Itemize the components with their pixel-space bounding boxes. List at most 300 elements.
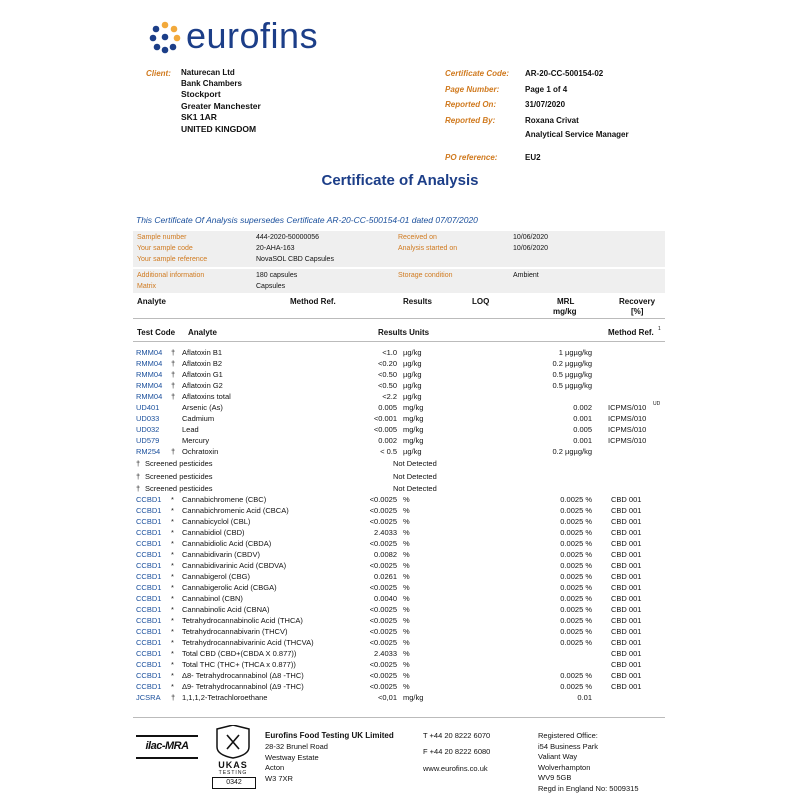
row-mrl: 0.0025 %	[560, 495, 592, 504]
row-analyte: Cannabidivarinic Acid (CBDVA)	[182, 561, 287, 570]
row-unit: mg/kg	[403, 693, 424, 702]
table-row	[0, 446, 800, 457]
table-row	[0, 424, 800, 435]
row-mark: †	[171, 348, 176, 357]
row-mrl: 0.0025 %	[560, 583, 592, 592]
row-mark: †	[171, 370, 176, 379]
table-row	[0, 670, 800, 681]
table-row	[0, 659, 800, 670]
row-unit: %	[403, 561, 410, 570]
table-row	[0, 549, 800, 560]
row-mrl: 0.0025 %	[560, 605, 592, 614]
row-mark: †	[171, 447, 176, 456]
address-line: Westway Estate	[265, 752, 319, 762]
row-test-code: CCBD1	[136, 671, 162, 680]
row-analyte: Total THC (THC+ (THCA x 0.877))	[182, 660, 296, 669]
row-mrl: 0.5 µgµg/kg	[552, 381, 592, 390]
eurofins-logo	[148, 15, 319, 59]
row-mrl: 0.2 µgµg/kg	[552, 359, 592, 368]
row-unit: %	[403, 550, 410, 559]
row-test-code: CCBD1	[136, 561, 162, 570]
table-row	[0, 494, 800, 505]
field-label: Your sample reference	[137, 256, 208, 263]
table-row	[0, 505, 800, 516]
row-result: <0.001	[373, 414, 397, 423]
client-line: Naturecan Ltd	[181, 68, 235, 77]
client-line: UNITED KINGDOM	[181, 123, 257, 134]
row-method: ICPMS/010	[608, 403, 647, 412]
row-mrl: 0.001	[573, 436, 592, 445]
table-row	[0, 369, 800, 380]
row-result: <0.0025	[369, 660, 397, 669]
client-line: Bank Chambers	[181, 78, 242, 88]
row-mark: *	[171, 605, 174, 614]
footnote-marker: 1	[658, 326, 661, 332]
row-mark: *	[171, 627, 174, 636]
row-test-code: UD033	[136, 414, 160, 423]
row-analyte: Screened pesticides	[145, 459, 213, 468]
row-analyte: Cannabigerol (CBG)	[182, 572, 250, 581]
col-mrl-unit: mg/kg	[553, 307, 577, 316]
pesticide-row	[0, 471, 800, 482]
field-label: Matrix	[137, 283, 157, 290]
row-mark: †	[171, 381, 176, 390]
row-mrl: 0.005	[573, 425, 592, 434]
row-test-code: JCSRA	[136, 693, 161, 702]
row-unit: %	[403, 539, 410, 548]
table-row	[0, 358, 800, 369]
table-row	[0, 391, 800, 402]
row-result: 0.0040	[374, 594, 397, 603]
row-analyte: Cannabidivarin (CBDV)	[182, 550, 260, 559]
telephone: T +44 20 8222 6070	[423, 731, 491, 740]
row-test-code: CCBD1	[136, 506, 162, 515]
row-result: <0,01	[378, 693, 397, 702]
row-result: <0.0025	[369, 539, 397, 548]
row-result: Not Detected	[393, 459, 437, 468]
row-method: CBD 001	[611, 517, 642, 526]
row-unit: µg/kg	[403, 392, 422, 401]
row-mark: *	[171, 594, 174, 603]
col-recovery: Recovery	[619, 297, 656, 306]
reported-on: 31/07/2020	[525, 100, 566, 109]
table-row	[0, 516, 800, 527]
table-row	[0, 615, 800, 626]
info-label: Reported On:	[445, 100, 497, 109]
ukas-logo	[208, 725, 258, 793]
field-label: Analysis started on	[398, 245, 458, 252]
row-unit: %	[403, 594, 410, 603]
row-analyte: Cannabigerolic Acid (CBGA)	[182, 583, 277, 592]
ukas-number: 0342	[212, 777, 256, 789]
row-test-code: RMM04	[136, 370, 163, 379]
row-result: 2.4033	[374, 528, 397, 537]
row-result: <0.0025	[369, 561, 397, 570]
col-recovery-unit: [%]	[631, 307, 644, 316]
table-row	[0, 380, 800, 391]
row-analyte: Cadmium	[182, 414, 215, 423]
row-mrl: 0.0025 %	[560, 638, 592, 647]
row-method: CBD 001	[611, 539, 642, 548]
row-test-code: CCBD1	[136, 539, 162, 548]
row-test-code: RMM04	[136, 359, 163, 368]
ilac-mra-logo	[136, 735, 198, 761]
table-row	[0, 527, 800, 538]
address-line: 28-32 Brunel Road	[265, 742, 328, 751]
row-unit: %	[403, 649, 410, 658]
row-unit: µg/kg	[403, 370, 422, 379]
po-reference: EU2	[525, 153, 541, 162]
row-method: ICPMS/010	[608, 436, 647, 445]
field-label: Received on	[398, 234, 437, 241]
info-label: Certificate Code:	[445, 69, 510, 78]
header-divider	[133, 341, 665, 342]
sample-number: 444-2020-50000056	[256, 234, 320, 241]
row-method: CBD 001	[611, 660, 642, 669]
client-address	[181, 68, 261, 135]
row-method: CBD 001	[611, 561, 642, 570]
field-label: Storage condition	[398, 272, 453, 279]
row-test-code: CCBD1	[136, 528, 162, 537]
row-mark: †	[171, 392, 176, 401]
row-mark: *	[171, 495, 174, 504]
row-mark: †	[136, 459, 141, 468]
sample-code: 20-AHA-163	[256, 245, 295, 252]
col-analyte-2: Analyte	[188, 328, 217, 337]
col-results-units: Results Units	[378, 328, 430, 337]
analysis-started: 10/06/2020	[513, 245, 549, 252]
row-analyte: Mercury	[182, 436, 210, 445]
row-analyte: Total CBD (CBD+(CBDA X 0.877))	[182, 649, 297, 658]
row-result: <0.50	[378, 370, 397, 379]
reg-line: Registered Office:	[538, 731, 598, 740]
matrix: Capsules	[256, 283, 286, 290]
table-row	[0, 402, 800, 413]
row-mrl: 0.0025 %	[560, 561, 592, 570]
row-test-code: UD032	[136, 425, 160, 434]
field-label: Sample number	[137, 234, 187, 241]
row-mark: *	[171, 561, 174, 570]
row-test-code: CCBD1	[136, 616, 162, 625]
row-method: CBD 001	[611, 572, 642, 581]
row-test-code: CCBD1	[136, 495, 162, 504]
footer-divider	[133, 717, 665, 718]
col-results: Results	[403, 297, 432, 306]
row-method: CBD 001	[611, 638, 642, 647]
row-test-code: CCBD1	[136, 627, 162, 636]
row-method: CBD 001	[611, 550, 642, 559]
row-mark: *	[171, 682, 174, 691]
row-mrl: 0.0025 %	[560, 517, 592, 526]
row-unit: %	[403, 495, 410, 504]
sample-reference: NovaSOL CBD Capsules	[256, 256, 334, 263]
col-loq: LOQ	[472, 297, 490, 306]
row-result: <0.005	[373, 425, 397, 434]
row-test-code: RMM04	[136, 381, 163, 390]
row-unit: %	[403, 682, 410, 691]
row-unit: mg/kg	[403, 403, 424, 412]
row-result: <0.0025	[369, 583, 397, 592]
row-result: Not Detected	[393, 471, 437, 481]
row-analyte: Cannabicyclol (CBL)	[182, 517, 251, 526]
row-analyte: Cannabinol (CBN)	[182, 594, 243, 603]
ilac-text: ilac-MRA	[145, 740, 189, 752]
row-analyte: Cannabichromene (CBC)	[182, 495, 267, 504]
row-analyte: Tetrahydrocannabivarinic Acid (THCVA)	[182, 638, 314, 647]
row-unit: µg/kg	[403, 348, 422, 357]
row-analyte: Arsenic (As)	[182, 403, 223, 412]
row-result: Not Detected	[393, 484, 437, 493]
row-result: <0.0025	[369, 616, 397, 625]
website-link[interactable]: www.eurofins.co.uk	[423, 764, 488, 773]
row-mark: *	[171, 572, 174, 581]
row-mrl: 0.0025 %	[560, 539, 592, 548]
table-row	[0, 637, 800, 648]
row-test-code: CCBD1	[136, 649, 162, 658]
ukas-crown-icon	[213, 725, 253, 759]
storage-condition: Ambient	[513, 272, 539, 279]
row-unit: %	[403, 660, 410, 669]
row-unit: %	[403, 572, 410, 581]
row-result: <0.0025	[369, 638, 397, 647]
row-mrl: 0.0025 %	[560, 682, 592, 691]
address-line: W3 7XR	[265, 773, 293, 783]
row-analyte: Aflatoxin B1	[182, 348, 223, 357]
row-test-code: UD579	[136, 436, 160, 445]
row-result: <0.0025	[369, 517, 397, 526]
row-method: CBD 001	[611, 627, 642, 636]
row-mark: *	[171, 660, 174, 669]
row-mrl: 0.0025 %	[560, 594, 592, 603]
reg-line: Regd in England No: 5009315	[538, 783, 639, 793]
header-divider	[133, 318, 665, 319]
certificate-code: AR-20-CC-500154-02	[525, 69, 604, 78]
row-unit: mg/kg	[403, 425, 424, 434]
row-result: <0.50	[378, 381, 397, 390]
row-test-code: CCBD1	[136, 605, 162, 614]
row-analyte: Aflatoxin B2	[182, 359, 223, 368]
row-footnote: UD	[653, 401, 661, 407]
row-analyte: Aflatoxin G2	[182, 381, 223, 390]
row-analyte: Aflatoxins total	[182, 392, 231, 401]
row-test-code: RMM04	[136, 348, 163, 357]
row-result: <0.20	[378, 359, 397, 368]
row-result: <2.2	[382, 392, 397, 401]
row-mark: †	[136, 484, 141, 493]
registered-office	[538, 731, 639, 794]
row-analyte: Cannabidiol (CBD)	[182, 528, 245, 537]
client-line: Greater Manchester	[181, 100, 261, 111]
row-mrl: 0.0025 %	[560, 627, 592, 636]
row-method: CBD 001	[611, 528, 642, 537]
col-method-2: Method Ref.	[608, 328, 654, 337]
row-test-code: RMM04	[136, 392, 163, 401]
row-result: 0.005	[378, 403, 397, 412]
row-analyte: Cannabidiolic Acid (CBDA)	[182, 539, 272, 548]
field-label: Additional information	[137, 272, 205, 279]
table-row	[0, 582, 800, 593]
table-row	[0, 648, 800, 659]
reg-line: Valiant Way	[538, 752, 578, 761]
row-result: <1.0	[382, 348, 397, 357]
row-analyte: Lead	[182, 425, 199, 434]
row-analyte: Cannabinolic Acid (CBNA)	[182, 605, 270, 614]
row-result: 0.0261	[374, 572, 397, 581]
reporter-role: Analytical Service Manager	[525, 130, 629, 139]
reg-line: Wolverhampton	[538, 762, 591, 772]
table-row	[0, 626, 800, 637]
client-label: Client:	[146, 69, 171, 78]
reported-by: Roxana Crivat	[525, 116, 579, 125]
row-mrl: 0.01	[577, 693, 592, 702]
table-row	[0, 347, 800, 358]
row-mrl: 0.2 µgµg/kg	[552, 447, 592, 456]
row-mark: *	[171, 517, 174, 526]
row-unit: mg/kg	[403, 436, 424, 445]
row-unit: %	[403, 506, 410, 515]
row-result: <0.0025	[369, 682, 397, 691]
row-mrl: 0.0025 %	[560, 550, 592, 559]
row-analyte: Δ8- Tetrahydrocannabinol (Δ8 -THC)	[182, 671, 304, 680]
row-mrl: 0.0025 %	[560, 671, 592, 680]
table-row	[0, 571, 800, 582]
info-label: Page Number:	[445, 85, 500, 94]
row-test-code: CCBD1	[136, 594, 162, 603]
row-mrl: 0.002	[573, 403, 592, 412]
row-result: <0.0025	[369, 627, 397, 636]
row-analyte: Screened pesticides	[145, 471, 213, 481]
row-mrl: 0.0025 %	[560, 616, 592, 625]
row-unit: mg/kg	[403, 414, 424, 423]
row-mark: *	[171, 616, 174, 625]
page-title: Certificate of Analysis	[321, 172, 479, 189]
row-unit: %	[403, 627, 410, 636]
row-test-code: RM254	[136, 447, 161, 456]
row-analyte: Δ9- Tetrahydrocannabinol (Δ9 -THC)	[182, 682, 304, 691]
row-analyte: Tetrahydrocannabivarin (THCV)	[182, 627, 288, 636]
row-result: <0.0025	[369, 605, 397, 614]
row-mark: *	[171, 638, 174, 647]
col-analyte: Analyte	[137, 297, 166, 306]
row-mark: *	[171, 671, 174, 680]
row-method: ICPMS/010	[608, 425, 647, 434]
row-result: <0.0025	[369, 495, 397, 504]
row-mark: *	[171, 649, 174, 658]
row-test-code: CCBD1	[136, 638, 162, 647]
row-method: CBD 001	[611, 583, 642, 592]
table-row	[0, 692, 800, 703]
pesticide-row	[0, 483, 800, 494]
row-method: CBD 001	[611, 506, 642, 515]
row-result: 0.0082	[374, 550, 397, 559]
col-method: Method Ref.	[290, 297, 336, 306]
pesticide-row	[0, 458, 800, 469]
row-mrl: 0.0025 %	[560, 506, 592, 515]
row-mark: *	[171, 528, 174, 537]
company-address	[265, 742, 328, 784]
table-row	[0, 560, 800, 571]
row-mrl: 0.0025 %	[560, 572, 592, 581]
row-analyte: Cannabichromenic Acid (CBCA)	[182, 506, 289, 515]
row-mark: †	[171, 359, 176, 368]
reg-line: WV9 5GB	[538, 773, 572, 782]
row-mark: *	[171, 550, 174, 559]
row-analyte: Tetrahydrocannabinolic Acid (THCA)	[182, 616, 303, 625]
supersedes-note: This Certificate Of Analysis supersedes Certificate AR-20-CC-500154-01 dated 07/07/2020	[136, 215, 478, 225]
row-result: < 0.5	[380, 447, 397, 456]
info-label: PO reference:	[445, 153, 498, 162]
eurofins-logo-icon	[148, 20, 182, 54]
fax: F +44 20 8222 6080	[423, 747, 491, 756]
row-method: CBD 001	[611, 616, 642, 625]
row-unit: µg/kg	[403, 381, 422, 390]
table-row	[0, 593, 800, 604]
row-mrl: 0.0025 %	[560, 528, 592, 537]
ukas-sub: TESTING	[218, 770, 248, 776]
row-test-code: CCBD1	[136, 682, 162, 691]
field-label: Your sample code	[137, 245, 193, 252]
row-test-code: CCBD1	[136, 660, 162, 669]
row-analyte: 1,1,1,2-Tetrachloroethane	[182, 693, 268, 702]
row-test-code: CCBD1	[136, 572, 162, 581]
row-mrl: 0.001	[573, 414, 592, 423]
col-test-code: Test Code	[137, 328, 176, 337]
row-unit: %	[403, 517, 410, 526]
company-name: Eurofins Food Testing UK Limited	[265, 731, 394, 740]
row-unit: %	[403, 638, 410, 647]
page-number: Page 1 of 4	[525, 85, 568, 94]
row-test-code: CCBD1	[136, 583, 162, 592]
logo-wordmark: eurofins	[186, 15, 319, 56]
row-analyte: Aflatoxin G1	[182, 370, 223, 379]
row-mark: *	[171, 583, 174, 592]
row-mark: *	[171, 506, 174, 515]
table-row	[0, 435, 800, 446]
row-method: CBD 001	[611, 671, 642, 680]
table-row	[0, 413, 800, 424]
row-analyte: Ochratoxin	[182, 447, 219, 456]
additional-info: 180 capsules	[256, 272, 298, 279]
table-row	[0, 681, 800, 692]
row-result: 0.002	[378, 436, 397, 445]
row-mrl: 1 µgµg/kg	[558, 348, 592, 357]
info-label: Reported By:	[445, 116, 496, 125]
ukas-text: UKAS	[218, 760, 248, 770]
row-test-code: CCBD1	[136, 550, 162, 559]
row-method: CBD 001	[611, 682, 642, 691]
row-method: CBD 001	[611, 649, 642, 658]
row-method: CBD 001	[611, 605, 642, 614]
row-test-code: UD401	[136, 403, 160, 412]
row-unit: %	[403, 671, 410, 680]
row-test-code: CCBD1	[136, 517, 162, 526]
col-mrl: MRL	[557, 297, 575, 306]
row-analyte: Screened pesticides	[145, 484, 213, 493]
row-unit: %	[403, 528, 410, 537]
client-line: SK1 1AR	[181, 112, 217, 122]
row-result: <0.0025	[369, 506, 397, 515]
row-method: CBD 001	[611, 594, 642, 603]
row-method: CBD 001	[611, 495, 642, 504]
row-unit: %	[403, 616, 410, 625]
row-mark: *	[171, 539, 174, 548]
row-unit: %	[403, 605, 410, 614]
row-result: <0.0025	[369, 671, 397, 680]
received-on: 10/06/2020	[513, 234, 549, 241]
row-mark: †	[136, 471, 141, 481]
address-line: Acton	[265, 763, 285, 772]
row-mrl: 0.5 µgµg/kg	[552, 370, 592, 379]
